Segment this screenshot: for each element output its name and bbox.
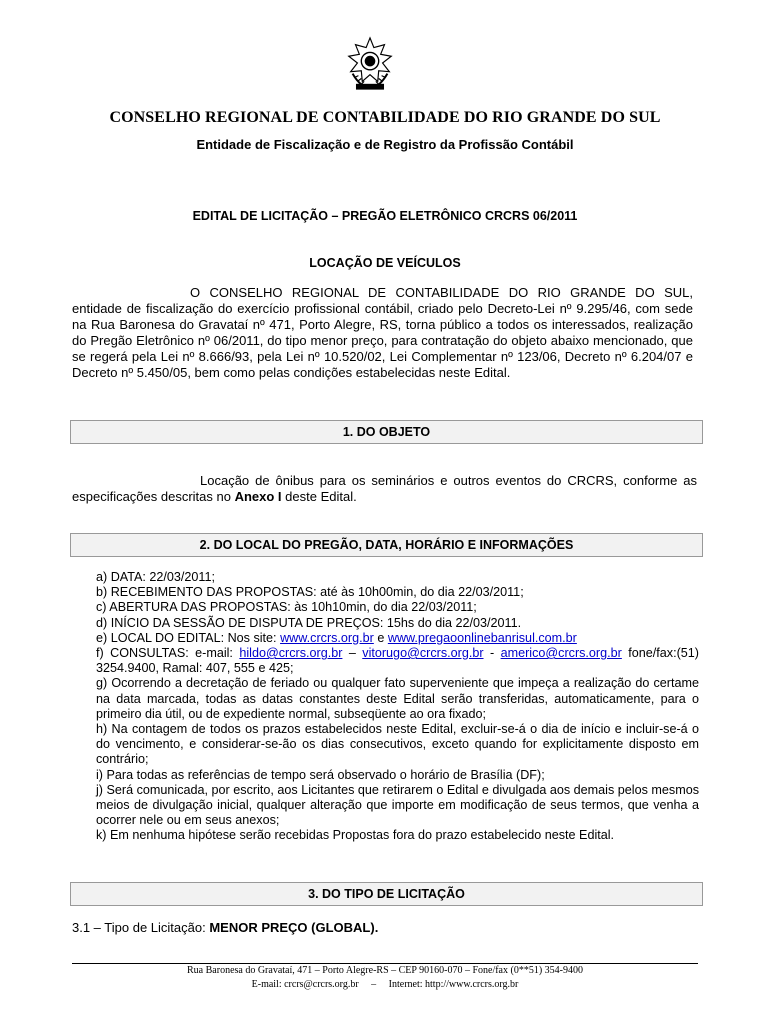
tender-type: MENOR PREÇO (GLOBAL). bbox=[209, 920, 379, 935]
crcrs-site-link[interactable]: www.crcrs.org.br bbox=[280, 630, 374, 645]
banrisul-site-link[interactable]: www.pregaoonlinebanrisul.com.br bbox=[387, 630, 577, 645]
footer-address: Rua Baronesa do Gravataí, 471 – Porto Alegre-RS – CEP 90160-070 – Fone/fax (0**51) 354-9400 bbox=[187, 965, 583, 976]
org-title: CONSELHO REGIONAL DE CONTABILIDADE DO RIO GRANDE DO SUL bbox=[109, 109, 661, 126]
list-item-a: a) DATA: 22/03/2011; bbox=[96, 570, 216, 584]
subject-title: LOCAÇÃO DE VEÍCULOS bbox=[309, 256, 461, 270]
list-item-j: j) Será comunicada, por escrito, aos Licitantes que retirarem o Edital e divulgada aos demais pelos mesmos meios de divulgação inicial, qualquer alteração que importe em modificação de seus termos, que venha a ocorrer nele ou em seus anexos; bbox=[96, 782, 699, 828]
email-hildo-link[interactable]: hildo@crcrs.org.br bbox=[239, 646, 343, 661]
list-item-c: c) ABERTURA DAS PROPOSTAS: às 10h10min, do dia 22/03/2011; bbox=[96, 600, 477, 615]
list-item-k: k) Em nenhuma hipótese serão recebidas Propostas fora do prazo estabelecido neste Edital. bbox=[96, 828, 615, 843]
list-item-i: i) Para todas as referências de tempo será observado o horário de Brasília (DF); bbox=[96, 767, 545, 782]
list-item-e: e) LOCAL DO EDITAL: Nos site: www.crcrs.org.br e www.pregaoonlinebanrisul.com.br bbox=[96, 630, 577, 645]
annex-reference: Anexo I bbox=[234, 489, 282, 504]
section-1-paragraph: Locação de ônibus para os seminários e outros eventos do CRCRS, conforme as especificações descritas no Anexo I deste Edital. bbox=[72, 473, 697, 504]
list-item-h: h) Na contagem de todos os prazos estabelecidos neste Edital, excluir-se-á o dia de início e incluir-se-á o do vencimento, e considerar-se-ão os dias consecutivos, exceto quando for explicitamente disposto em contrário; bbox=[96, 722, 699, 767]
section-3-header: 3. DO TIPO DE LICITAÇÃO bbox=[70, 882, 703, 906]
intro-text: O CONSELHO REGIONAL DE CONTABILIDADE DO RIO GRANDE DO SUL, entidade de fiscalização do exercício profissional contábil, criado pelo Decreto-Lei nº 9.295/46, com sede na Rua Baronesa do Gravataí nº 471, Porto Alegre, RS, torna público a todos os interessados, realização do Pregão Eletrônico nº 06/2011, do tipo menor preço, para contratação do objeto abaixo mencionado, que se regerá pela Lei nº 8.666/93, pela Lei nº 10.520/02, Lei Complementar nº 123/06, Decreto nº 6.204/07 e Decreto nº 5.450/05, bem como pelas condições estabelecidas neste Edital. bbox=[72, 285, 693, 380]
footer-contact: E-mail: crcrs@crcrs.org.br – Internet: http://www.crcrs.org.br bbox=[251, 979, 519, 990]
org-subtitle: Entidade de Fiscalização e de Registro da Profissão Contábil bbox=[196, 137, 574, 152]
list-item-g: g) Ocorrendo a decretação de feriado ou qualquer fato superveniente que impeça a realização do certame na data marcada, todas as datas constantes deste Edital serão transferidas, automaticamente, para o primeiro dia útil, ou de expediente normal, subseqüente ao ora fixado; bbox=[96, 676, 699, 721]
section-2-header: 2. DO LOCAL DO PREGÃO, DATA, HORÁRIO E INFORMAÇÕES bbox=[70, 533, 703, 557]
list-item-f: f) CONSULTAS: e-mail: hildo@crcrs.org.br – vitorugo@crcrs.org.br - americo@crcrs.org.br fone/fax:(51) 3254.9400, Ramal: 407, 555 e 425; bbox=[96, 646, 699, 676]
email-vitorugo-link[interactable]: vitorugo@crcrs.org.br bbox=[362, 646, 484, 661]
edital-title: EDITAL DE LICITAÇÃO – PREGÃO ELETRÔNICO CRCRS 06/2011 bbox=[192, 209, 578, 223]
section-2-list bbox=[96, 570, 699, 844]
section-1-header: 1. DO OBJETO bbox=[70, 420, 703, 444]
section-3-paragraph: 3.1 – Tipo de Licitação: MENOR PREÇO (GLOBAL). bbox=[72, 920, 379, 935]
coat-of-arms-icon bbox=[341, 35, 399, 93]
intro-paragraph bbox=[72, 285, 693, 381]
email-americo-link[interactable]: americo@crcrs.org.br bbox=[500, 646, 622, 661]
footer-divider bbox=[72, 963, 698, 964]
list-item-d: d) INÍCIO DA SESSÃO DE DISPUTA DE PREÇOS: 15hs do dia 22/03/2011. bbox=[96, 615, 522, 630]
list-item-b: b) RECEBIMENTO DAS PROPOSTAS: até às 10h00min, do dia 22/03/2011; bbox=[96, 585, 524, 600]
